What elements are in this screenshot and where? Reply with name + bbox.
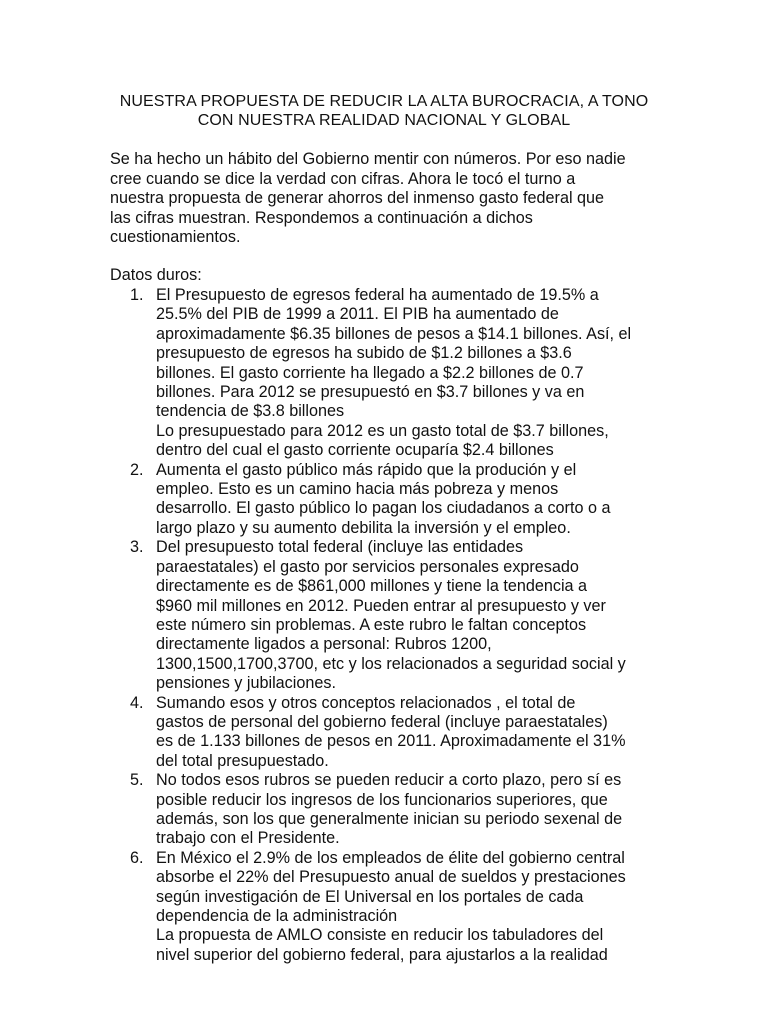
list-item-line: Del presupuesto total federal (incluye las entidades xyxy=(156,538,524,557)
list-item xyxy=(110,849,670,965)
list-item-number: 5. xyxy=(130,771,144,790)
list-item-line: posible reducir los ingresos de los funcionarios superiores, que xyxy=(156,790,608,809)
intro-line: nuestra propuesta de generar ahorros del inmenso gasto federal que xyxy=(110,189,605,208)
list-item-line: largo plazo y su aumento debilita la inversión y el empleo. xyxy=(156,518,571,537)
list-item-line: gastos de personal del gobierno federal (incluye paraestatales) xyxy=(156,712,608,731)
list-item-line: billones. El gasto corriente ha llegado a $2.2 billones de 0.7 xyxy=(156,363,584,382)
list-item-line: 25.5% del PIB de 1999 a 2011. El PIB ha aumentado de xyxy=(156,305,559,324)
document-title xyxy=(100,92,668,130)
section-label: Datos duros: xyxy=(110,266,202,284)
list-item-line: desarrollo. El gasto público lo pagan los ciudadanos a corto o a xyxy=(156,499,611,518)
list-item xyxy=(110,771,670,849)
list-item xyxy=(110,286,670,461)
list-item-line: además, son los que generalmente inician su periodo sexenal de xyxy=(156,809,623,828)
list-item-line: 1300,1500,1700,3700, etc y los relacionados a seguridad social y xyxy=(156,654,626,673)
intro-line: cree cuando se dice la verdad con cifras. Ahora le tocó el turno a xyxy=(110,169,576,188)
list-item xyxy=(110,461,670,539)
list-item-number: 3. xyxy=(130,538,144,557)
intro-paragraph xyxy=(110,150,670,248)
list-item xyxy=(110,538,670,693)
list-item-line: El Presupuesto de egresos federal ha aumentado de 19.5% a xyxy=(156,286,599,304)
intro-line: Se ha hecho un hábito del Gobierno mentir con números. Por eso nadie xyxy=(110,150,626,168)
list-item-line: paraestatales) el gasto por servicios personales expresado xyxy=(156,557,579,576)
list-item-line: Aumenta el gasto público más rápido que la produción y el xyxy=(156,460,577,479)
list-item-line: este número sin problemas. A este rubro le faltan conceptos xyxy=(156,615,587,634)
list-item-line: En México el 2.9% de los empleados de élite del gobierno central xyxy=(156,848,625,867)
list-item-number: 1. xyxy=(130,286,144,304)
list-item-line: La propuesta de AMLO consiste en reducir los tabuladores del xyxy=(156,926,604,945)
list-item-line: trabajo con el Presidente. xyxy=(156,829,340,848)
list-item-line: absorbe el 22% del Presupuesto anual de sueldos y prestaciones xyxy=(156,868,626,887)
list-item-line: $960 mil millones en 2012. Pueden entrar al presupuesto y ver xyxy=(156,596,606,615)
list-item-number: 4. xyxy=(130,693,144,712)
list-item-line: del total presupuestado. xyxy=(156,751,329,770)
intro-line: cuestionamientos. xyxy=(110,228,241,247)
list-item-line: directamente ligados a personal: Rubros 1200, xyxy=(156,635,492,654)
title-line: CON NUESTRA REALIDAD NACIONAL Y GLOBAL xyxy=(197,112,571,129)
list-item-line: es de 1.133 billones de pesos en 2011. Aproximadamente el 31% xyxy=(156,732,626,751)
list-item-line: tendencia de $3.8 billones xyxy=(156,402,345,421)
list-item-line: Lo presupuestado para 2012 es un gasto total de $3.7 billones, xyxy=(156,421,609,440)
list-item-line: dentro del cual el gasto corriente ocuparía $2.4 billones xyxy=(156,441,554,460)
list-item-number: 2. xyxy=(130,460,144,479)
list-item-line: nivel superior del gobierno federal, para ajustarlos a la realidad xyxy=(156,945,608,964)
list-item-line: No todos esos rubros se pueden reducir a corto plazo, pero sí es xyxy=(156,771,622,790)
list-item-line: Sumando esos y otros conceptos relacionados , el total de xyxy=(156,693,576,712)
list-item-line: empleo. Esto es un camino hacia más pobreza y menos xyxy=(156,480,559,499)
list-item-line: billones. Para 2012 se presupuestó en $3.7 billones y va en xyxy=(156,383,585,402)
list-item xyxy=(110,694,670,772)
title-line: NUESTRA PROPUESTA DE REDUCIR LA ALTA BUROCRACIA, A TONO xyxy=(119,93,649,110)
intro-line: las cifras muestran. Respondemos a continuación a dichos xyxy=(110,208,533,227)
list-item-number: 6. xyxy=(130,848,144,867)
list-item-line: presupuesto de egresos ha subido de $1.2 billones a $3.6 xyxy=(156,344,572,363)
list-item-line: pensiones y jubilaciones. xyxy=(156,674,336,693)
list-item-line: según investigación de El Universal en los portales de cada xyxy=(156,887,584,906)
numbered-list xyxy=(110,286,670,965)
list-item-line: directamente es de $861,000 millones y tiene la tendencia a xyxy=(156,577,588,596)
list-item-line: aproximadamente $6.35 billones de pesos a $14.1 billones. Así, el xyxy=(156,324,632,343)
list-item-line: dependencia de la administración xyxy=(156,907,398,925)
